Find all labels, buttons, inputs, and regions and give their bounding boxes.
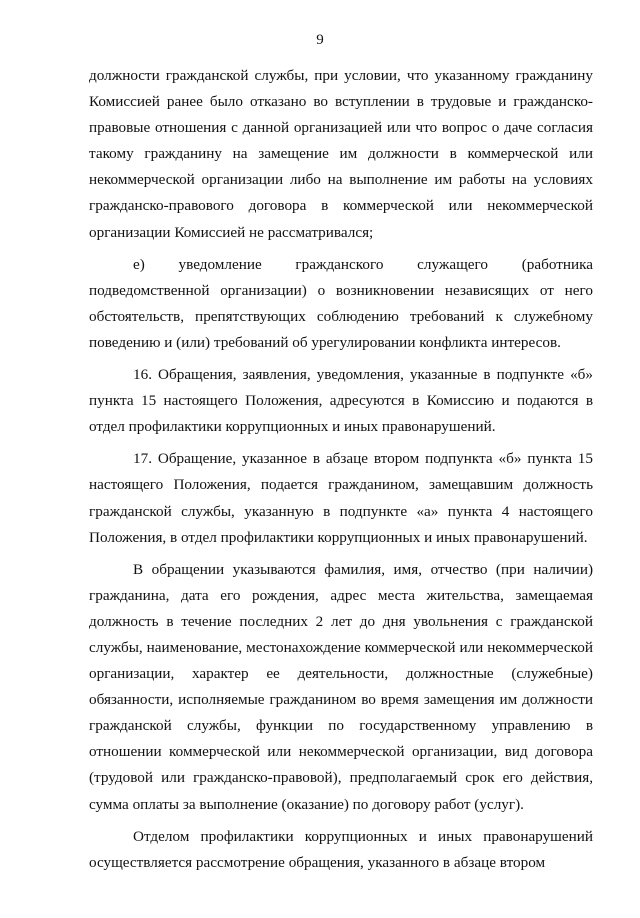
paragraph-continuation: должности гражданской службы, при условии, что указанному гражданину Комиссией ранее было отказано во вступлении в трудовые и гражданско-правовые отношения с данной организацией или что вопрос о даче согласия такому гражданину на замещение им должности в коммерческой или некоммерческой организации либо на выполнение им работы на условиях гражданско-правового договора в коммерческой или некоммерческой организации Комиссией не рассматривался; bbox=[89, 67, 593, 241]
paragraph-item-e: е) уведомление гражданского служащего (работника подведомственной организации) о возникновении независящих от него обстоятельств, препятствующих соблюдению требований к служебному поведению и (или) требований об урегулировании конфликта интересов. bbox=[89, 255, 593, 351]
paragraph-clause-17: 17. Обращение, указанное в абзаце втором подпункта «б» пункта 15 настоящего Положения, подается гражданином, замещавшим должность гражданской службы, указанную в подпункте «а» пункта 4 настоящего Положения, в отдел профилактики коррупционных и иных правонарушений. bbox=[89, 450, 593, 546]
document-body bbox=[89, 63, 593, 876]
paragraph-appeal-review: Отделом профилактики коррупционных и иных правонарушений осуществляется рассмотрение обращения, указанного в абзаце втором bbox=[89, 827, 593, 871]
paragraph-appeal-contents: В обращении указываются фамилия, имя, отчество (при наличии) гражданина, дата его рождения, адрес места жительства, замещаемая должность в течение последних 2 лет до дня увольнения с гражданской службы, наименование, местонахождение коммерческой или некоммерческой организации, характер ее деятельности, должностные (служебные) обязанности, исполняемые гражданином во время замещения им должности гражданской службы, функции по государственному управлению в отношении коммерческой или некоммерческой организации, вид договора (трудовой или гражданско-правовой), предполагаемый срок его действия, сумма оплаты за выполнение (оказание) по договору работ (услуг). bbox=[89, 560, 593, 813]
paragraph-clause-16: 16. Обращения, заявления, уведомления, указанные в подпункте «б» пункта 15 настоящего Положения, адресуются в Комиссию и подаются в отдел профилактики коррупционных и иных правонарушений. bbox=[89, 366, 593, 436]
page-number: 9 bbox=[316, 32, 324, 48]
